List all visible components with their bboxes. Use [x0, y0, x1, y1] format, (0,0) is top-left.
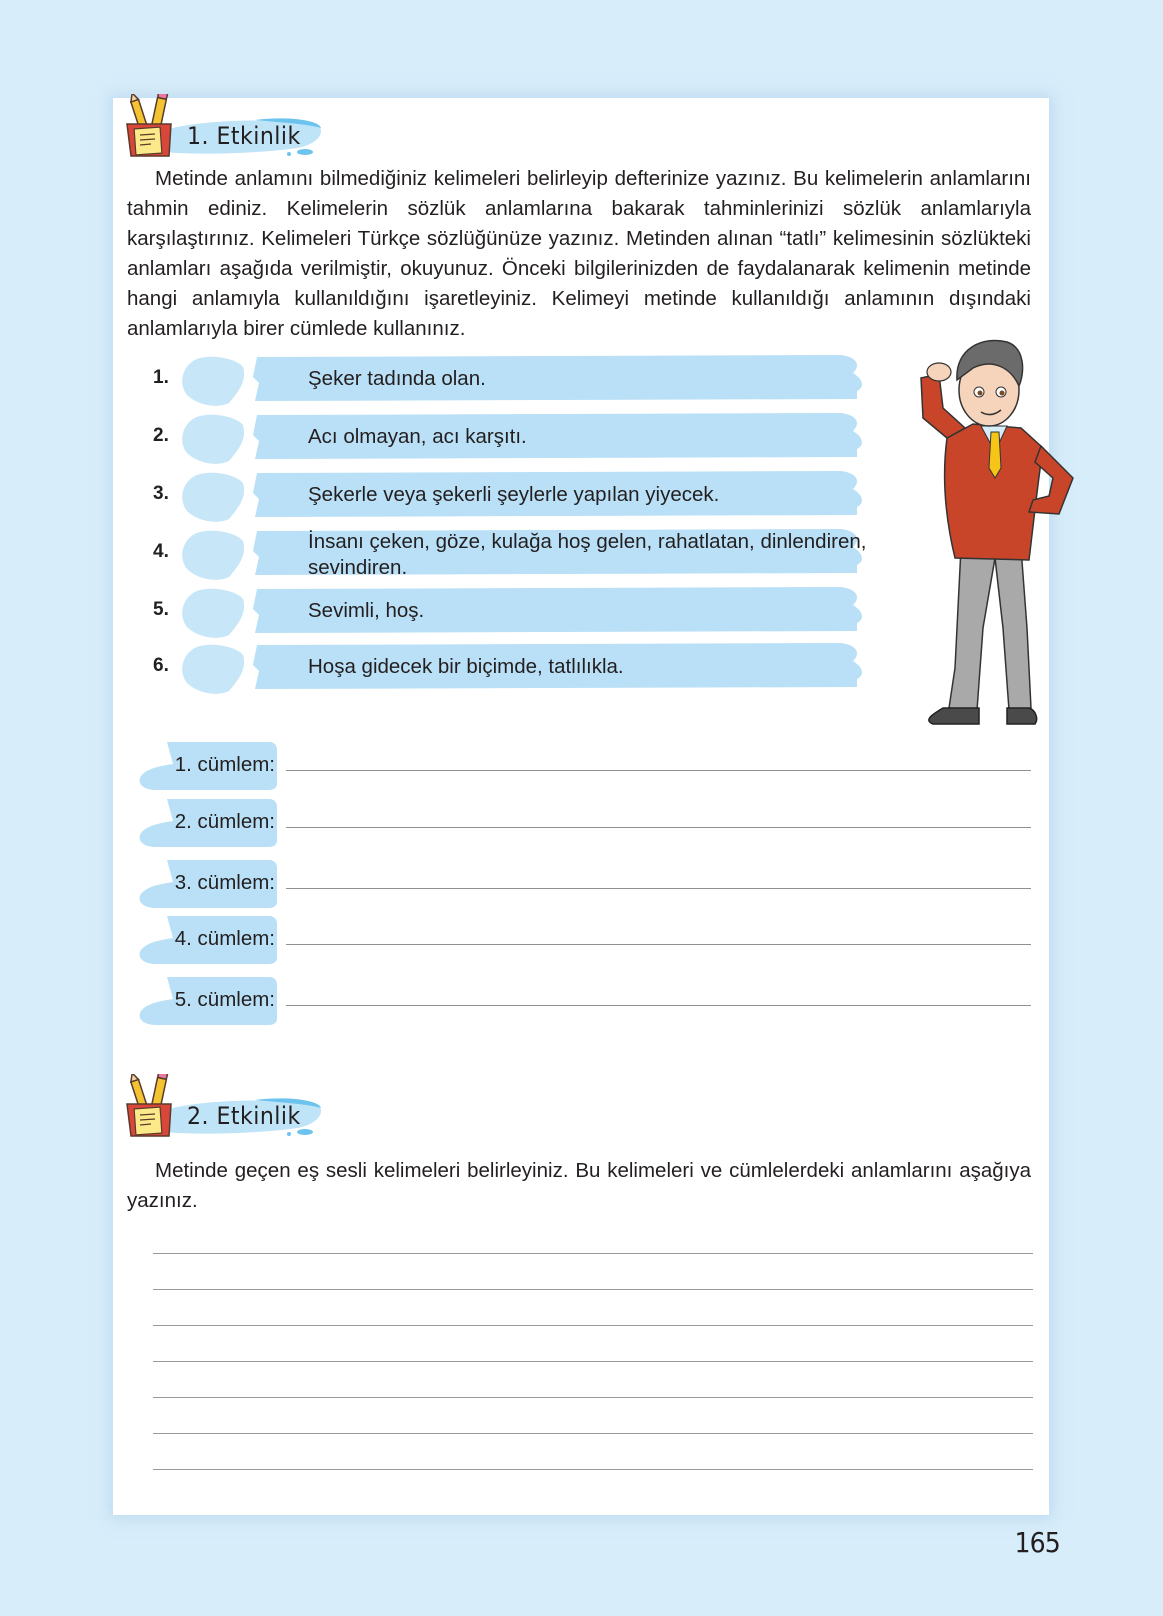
answer-line-1[interactable] [153, 1253, 1033, 1254]
pencil-cup-icon [123, 1074, 179, 1140]
meaning-text: Acı olmayan, acı karşıtı. [308, 425, 527, 448]
meaning-text: Şeker tadında olan. [308, 367, 486, 390]
meaning-item-5 [153, 585, 893, 637]
meaning-item-1 [153, 353, 893, 405]
sentence-answer-line[interactable] [286, 770, 1031, 771]
answer-mark-box[interactable] [179, 529, 247, 581]
answer-line-3[interactable] [153, 1325, 1033, 1326]
activity-1-title: 1. Etkinlik [187, 122, 301, 150]
answer-line-4[interactable] [153, 1361, 1033, 1362]
sentence-row-1 [137, 740, 1037, 792]
activity-1-instructions-text: Metinde anlamını bilmediğiniz kelimeleri belirleyip defterinize yazınız. Bu kelimelerin anlamlarını tahmin ediniz. Kelimelerin sözlük anlamlarına bakarak tahminlerinizi sözlük anlamlarıyla karşılaştırınız. Kelimeleri Türkçe sözlüğünüze yazınız. Metinden alınan “tatlı” kelimesinin sözlükteki anlamları aşağıda verilmiştir, okuyunuz. Önceki bilgilerinizden de faydalanarak kelimenin metinde hangi anlamıyla kullanıldığını işaretleyiniz. Kelimeyi metinde kullanıldığı anlamının dışındaki anlamlarıyla birer cümlede kullanınız. [127, 167, 1031, 340]
sentence-row-2 [137, 797, 1037, 849]
meaning-text: Şekerle veya şekerli şeylerle yapılan yiyecek. [308, 483, 720, 506]
answer-mark-box[interactable] [179, 587, 247, 639]
answer-mark-box[interactable] [179, 643, 247, 695]
sentence-answer-line[interactable] [286, 888, 1031, 889]
answer-line-7[interactable] [153, 1469, 1033, 1470]
pencil-cup-icon [123, 94, 179, 160]
answer-line-6[interactable] [153, 1433, 1033, 1434]
workbook-page [113, 98, 1049, 1515]
sentence-label: 3. cümlem: [174, 871, 275, 894]
meaning-number: 6. [153, 655, 169, 676]
activity-1-instructions [127, 164, 1031, 344]
page-number: 165 [1014, 1526, 1060, 1559]
sentence-answer-line[interactable] [286, 1005, 1031, 1006]
sentence-label: 1. cümlem: [174, 753, 275, 776]
activity-2-header [123, 1082, 323, 1144]
meaning-item-4 [153, 527, 893, 579]
answer-line-2[interactable] [153, 1289, 1033, 1290]
activity-1-header [123, 102, 323, 164]
activity-2-instructions [127, 1156, 1031, 1216]
sentence-row-3 [137, 858, 1037, 910]
sentence-label: 5. cümlem: [174, 988, 275, 1011]
meaning-number: 3. [153, 483, 169, 504]
answer-mark-box[interactable] [179, 471, 247, 523]
sentence-answer-line[interactable] [286, 827, 1031, 828]
activity-2-title: 2. Etkinlik [187, 1102, 301, 1130]
meaning-number: 2. [153, 425, 169, 446]
sentence-row-5 [137, 975, 1037, 1027]
meaning-item-2 [153, 411, 893, 463]
meaning-item-6 [153, 641, 893, 693]
meaning-text: İnsanı çeken, göze, kulağa hoş gelen, rahatlatan, dinlendiren, sevindiren. [308, 530, 867, 579]
answer-mark-box[interactable] [179, 413, 247, 465]
meaning-number: 4. [153, 541, 169, 562]
sentence-label: 4. cümlem: [174, 927, 275, 950]
activity-2-instructions-text: Metinde geçen eş sesli kelimeleri belirleyiniz. Bu kelimeleri ve cümlelerdeki anlamlarını aşağıya yazınız. [127, 1159, 1031, 1212]
meaning-text: Sevimli, hoş. [308, 599, 425, 622]
meaning-number: 5. [153, 599, 169, 620]
meaning-item-3 [153, 469, 893, 521]
meaning-text: Hoşa gidecek bir biçimde, tatlılıkla. [308, 655, 624, 678]
answer-line-5[interactable] [153, 1397, 1033, 1398]
meaning-number: 1. [153, 367, 169, 388]
thinking-boy-illustration [903, 328, 1083, 728]
sentence-label: 2. cümlem: [174, 810, 275, 833]
sentence-answer-line[interactable] [286, 944, 1031, 945]
sentence-row-4 [137, 914, 1037, 966]
answer-mark-box[interactable] [179, 355, 247, 407]
